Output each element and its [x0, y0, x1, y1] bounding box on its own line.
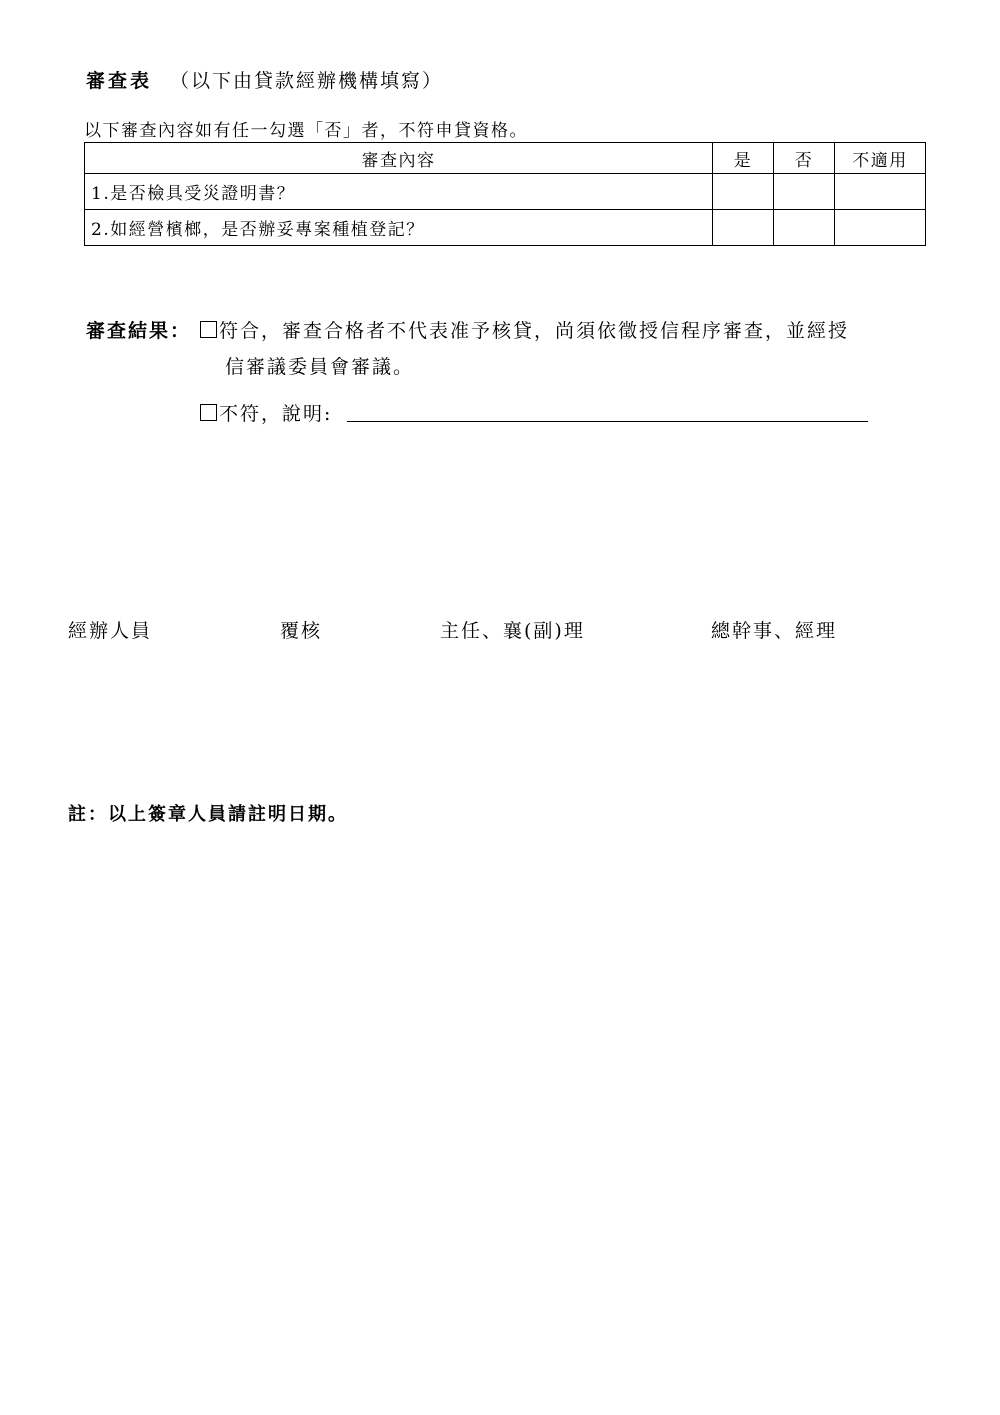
result-fail-option	[200, 399, 332, 426]
column-header-content: 審查內容	[85, 143, 713, 174]
signature-reviewer: 覆核	[280, 620, 323, 642]
row-content: 1.是否檢具受災證明書？	[85, 174, 713, 210]
pass-checkbox[interactable]	[200, 321, 217, 338]
signature-manager: 總幹事、經理	[711, 620, 838, 642]
signature-director: 主任、襄(副)理	[440, 620, 585, 642]
form-title	[86, 66, 443, 93]
page-subtitle: （以下由貸款經辦機構填寫）	[170, 70, 444, 92]
fail-explanation-line[interactable]	[347, 421, 868, 422]
fail-text: 不符，說明:	[219, 403, 333, 425]
column-header-yes: 是	[713, 143, 774, 174]
table-row	[85, 174, 926, 210]
result-pass-option	[200, 316, 849, 343]
no-checkbox-cell[interactable]	[774, 174, 835, 210]
pass-text: 符合，審查合格者不代表准予核貸，尚須依徵授信程序審查，並經授	[219, 320, 850, 342]
row-content: 2.如經營檳榔，是否辦妥專案種植登記？	[85, 210, 713, 246]
column-header-na: 不適用	[835, 143, 926, 174]
signature-clerk: 經辦人員	[68, 620, 153, 642]
footnote: 註：以上簽章人員請註明日期。	[68, 804, 348, 825]
result-label: 審查結果：	[86, 320, 192, 342]
page-title: 審查表	[86, 70, 153, 92]
table-header-row	[85, 143, 926, 174]
review-table	[84, 142, 926, 246]
pass-text-continued: 信審議委員會審議。	[225, 356, 415, 378]
na-checkbox-cell[interactable]	[835, 174, 926, 210]
na-checkbox-cell[interactable]	[835, 210, 926, 246]
column-header-no: 否	[774, 143, 835, 174]
fail-checkbox[interactable]	[200, 404, 217, 421]
table-row	[85, 210, 926, 246]
yes-checkbox-cell[interactable]	[713, 210, 774, 246]
yes-checkbox-cell[interactable]	[713, 174, 774, 210]
no-checkbox-cell[interactable]	[774, 210, 835, 246]
instruction-text: 以下審查內容如有任一勾選「否」者，不符申貸資格。	[84, 121, 528, 141]
